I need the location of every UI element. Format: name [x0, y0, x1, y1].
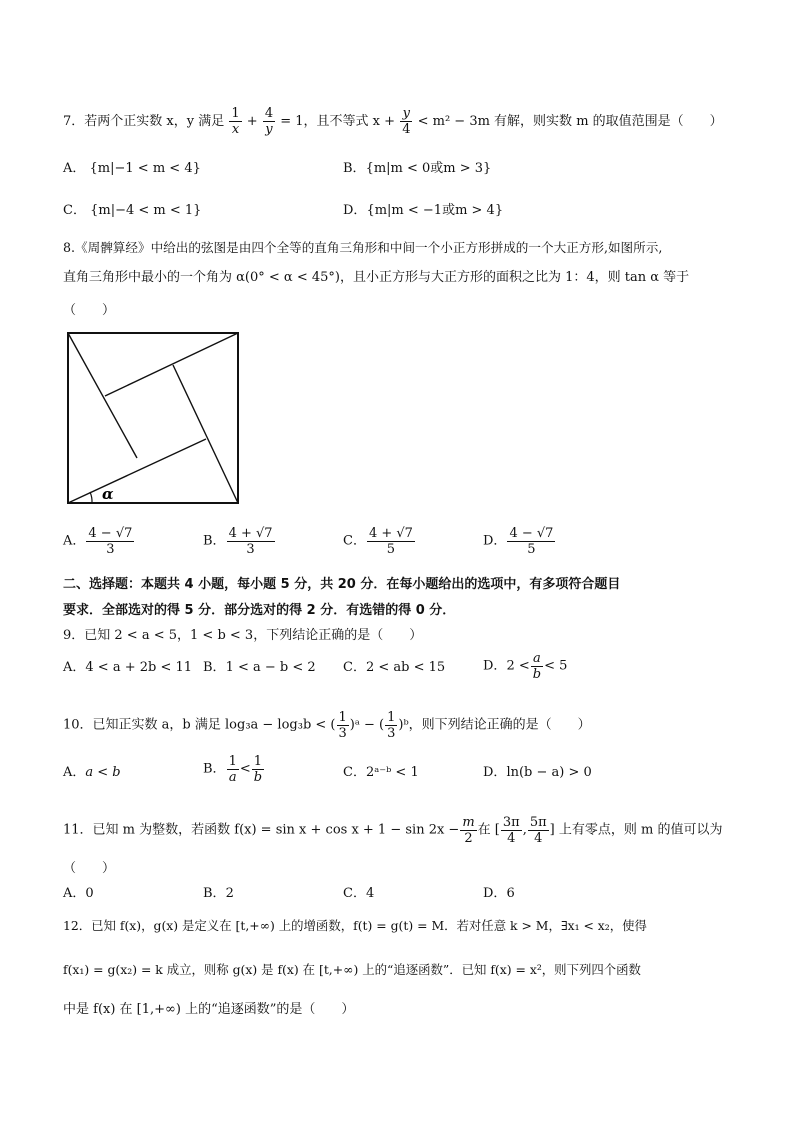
frac-numerator: m	[462, 815, 475, 830]
frac-numerator: 1	[387, 710, 396, 725]
q11-stem-b: 在 [	[477, 822, 500, 838]
q9-option-d	[483, 651, 567, 682]
frac-numerator: 3π	[502, 815, 520, 830]
q8-option-b	[203, 526, 276, 557]
q11-option-b	[203, 884, 234, 904]
q7-frac-y-over-4	[400, 106, 412, 137]
q8-option-a	[63, 526, 135, 557]
q8-stem-line3: （ ）	[63, 303, 116, 318]
q9-option-a	[63, 658, 192, 678]
comma: ,	[522, 822, 527, 838]
q12-stem-line3: 中是 f(x) 在 [1,+∞) 上的“追逐函数”的是（ ）	[63, 1002, 355, 1017]
frac-denominator: 3	[338, 726, 347, 741]
frac-denominator: b	[532, 667, 542, 682]
q10-stem-c: )ᵇ，则下列结论正确的是（ ）	[398, 717, 591, 733]
triangle-edge	[105, 333, 238, 396]
q11-stem-line2: （ ）	[63, 861, 116, 876]
option-label: B．	[203, 761, 226, 777]
frac-numerator: a	[531, 651, 543, 667]
option-text: 2	[225, 886, 234, 901]
option-label: A．	[63, 886, 86, 901]
frac-numerator: 4 − √7	[88, 526, 133, 541]
option-label: B．	[203, 533, 226, 549]
q10-option-c	[343, 763, 419, 783]
option-text: 2 < ab < 15	[365, 660, 446, 675]
large-square	[68, 333, 238, 503]
option-text: {m|−1 < m < 4}	[89, 161, 201, 176]
frac-denominator: 5	[527, 542, 536, 557]
frac-denominator: 5	[386, 542, 396, 557]
q9-option-b	[203, 658, 316, 678]
option-label: D．	[483, 658, 507, 674]
option-label: C．	[343, 533, 366, 549]
option-text: 2 <	[506, 658, 530, 674]
plus-sign: +	[246, 114, 258, 129]
q8-option-d	[483, 526, 556, 557]
q10-option-d	[483, 763, 592, 783]
frac-numerator: 4 − √7	[509, 526, 554, 541]
q7-option-a	[63, 159, 201, 179]
q11-option-a	[63, 884, 94, 904]
frac-denominator: 4	[534, 831, 543, 846]
angle-arc	[90, 492, 92, 503]
option-text: ln(b − a) > 0	[506, 765, 592, 780]
option-label: A．	[63, 660, 86, 675]
q11-stem-c: ] 上有零点，则 m 的值可以为	[549, 822, 723, 838]
section2-heading-line2: 要求．全部选对的得 5 分．部分选对的得 2 分．有选错的得 0 分．	[63, 603, 456, 618]
frac-numerator: 1	[231, 106, 240, 121]
option-label: C．	[63, 203, 86, 218]
option-text: < 5	[544, 658, 568, 674]
option-label: D．	[483, 886, 507, 901]
triangle-edge	[68, 333, 137, 458]
q10-stem-a: 10．已知正实数 a，b 满足 log₃a − log₃b < (	[63, 717, 336, 733]
frac-denominator: 3	[246, 542, 255, 557]
q10-option-b	[203, 754, 265, 785]
option-label: A．	[63, 765, 86, 780]
q11-stem-a: 11．已知 m 为整数，若函数 f(x) = sin x + cos x + 1 − sin 2x −	[63, 822, 460, 838]
section2-heading-line1: 二、选择题：本题共 4 小题，每小题 5 分，共 20 分．在每小题给出的选项中，有多项符合题目	[63, 577, 621, 592]
q9-stem: 9．已知 2 < a < 5，1 < b < 3，下列结论正确的是（ ）	[63, 628, 423, 643]
q10-stem-b: )ᵃ − (	[349, 717, 385, 733]
option-text: 1 < a − b < 2	[225, 660, 316, 675]
option-text: 0	[85, 886, 94, 901]
q7-stem-c: < m² − 3m 有解，则实数 m 的取值范围是（ ）	[417, 114, 723, 129]
q7-frac-1-over-x	[229, 106, 241, 137]
option-text: 4	[365, 886, 375, 901]
q11-option-c	[343, 884, 374, 904]
q7-option-d	[343, 201, 503, 221]
frac-numerator: 1	[252, 754, 264, 770]
q12-stem-line1: 12．已知 f(x)，g(x) 是定义在 [t,+∞) 上的增函数，f(t) = g(t) = M．若对任意 k > M，∃x₁ < x₂，使得	[63, 918, 647, 933]
q7-frac-4-over-y	[263, 106, 275, 137]
q9-option-c	[343, 658, 445, 678]
frac-numerator: y	[400, 106, 412, 122]
q12-stem-line2: f(x₁) = g(x₂) = k 成立，则称 g(x) 是 f(x) 在 [t,+∞) 上的“追逐函数”．已知 f(x) = x²，则下列四个函数	[63, 962, 641, 977]
triangle-edge	[68, 439, 206, 503]
option-text: a < b	[85, 765, 121, 780]
triangle-edge	[173, 365, 238, 503]
frac-numerator: 1	[228, 754, 237, 769]
q7-option-b	[343, 159, 491, 179]
frac-denominator: 3	[387, 726, 396, 741]
figure-alpha-label: α	[102, 485, 114, 503]
q7-option-c	[63, 201, 201, 221]
option-label: D．	[483, 533, 507, 549]
q8-stem-line2: 直角三角形中最小的一个角为 α(0° < α < 45°)，且小正方形与大正方形的面积之比为 1：4，则 tan α 等于	[63, 270, 690, 285]
frac-denominator: 3	[106, 542, 115, 557]
frac-numerator: 4	[264, 106, 274, 121]
option-text: 2ᵃ⁻ᵇ < 1	[365, 765, 419, 780]
option-label: D．	[343, 203, 367, 218]
q8-stem-line1: 8.《周髀算经》中给出的弦图是由四个全等的直角三角形和中间一个小正方形拼成的一个大正方形,如图所示,	[63, 240, 663, 255]
option-label: B．	[203, 886, 226, 901]
frac-denominator: y	[265, 122, 273, 137]
option-text: 4 < a + 2b < 11	[85, 660, 193, 675]
frac-numerator: 4 + √7	[368, 526, 413, 541]
frac-numerator: 5π	[529, 815, 547, 830]
q7-stem	[63, 106, 723, 137]
frac-numerator: 4 + √7	[228, 526, 273, 541]
frac-denominator: 4	[507, 831, 516, 846]
less-than-sign: <	[239, 761, 251, 777]
option-text: {m|−4 < m < 1}	[90, 203, 202, 218]
q10-stem	[63, 710, 591, 741]
option-label: B．	[343, 161, 366, 176]
option-text: 6	[506, 886, 515, 901]
option-label: B．	[203, 660, 226, 675]
frac-denominator: x	[231, 122, 240, 137]
option-label: A．	[63, 533, 86, 549]
frac-denominator: 4	[402, 122, 411, 137]
frac-denominator: 2	[464, 831, 473, 846]
option-label: C．	[343, 886, 366, 901]
frac-denominator: b	[253, 770, 263, 785]
q7-stem-b: = 1，且不等式 x +	[280, 114, 396, 129]
frac-denominator: a	[228, 770, 237, 785]
option-text: {m|m < −1或m > 4}	[366, 203, 504, 218]
q8-option-c	[343, 526, 416, 557]
option-label: C．	[343, 660, 366, 675]
q11-option-d	[483, 884, 515, 904]
option-text: {m|m < 0或m > 3}	[365, 161, 492, 176]
q11-stem	[63, 815, 722, 846]
q10-option-a	[63, 763, 121, 783]
q8-figure-pinwheel-square	[66, 331, 242, 507]
option-label: A．	[63, 161, 86, 176]
option-label: D．	[483, 765, 507, 780]
q7-stem-a: 7．若两个正实数 x，y 满足	[63, 114, 225, 129]
option-label: C．	[343, 765, 366, 780]
frac-numerator: 1	[338, 710, 347, 725]
